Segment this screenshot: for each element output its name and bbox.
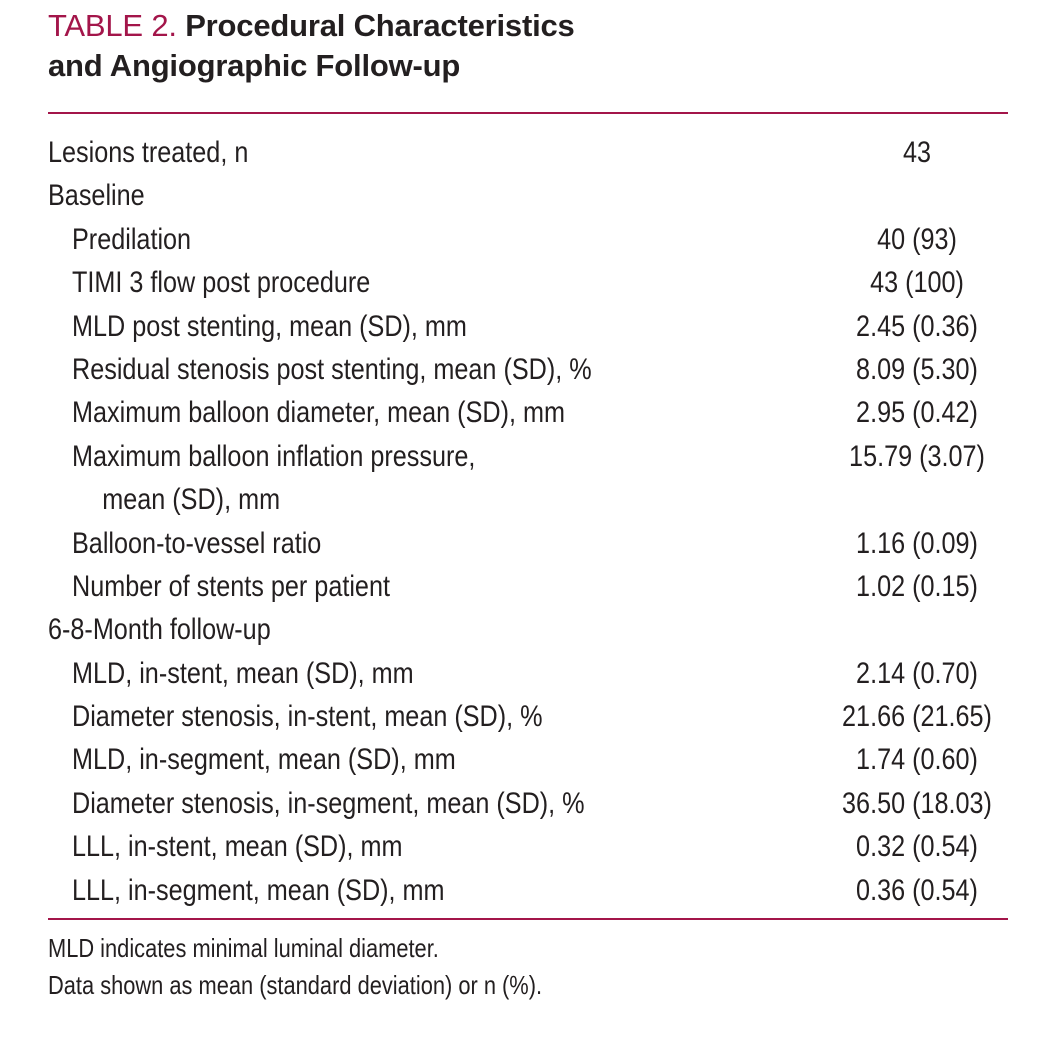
table-row <box>48 131 1008 174</box>
row-label: LLL, in-stent, mean (SD), mm <box>72 830 403 864</box>
row-value: 1.74 (0.60) <box>856 743 978 777</box>
table-title-line1: Procedural Characteristics <box>185 8 575 43</box>
row-value: 15.79 (3.07) <box>849 439 985 473</box>
table-row <box>48 695 1008 738</box>
row-value: 2.95 (0.42) <box>856 396 978 430</box>
row-label: Diameter stenosis, in-stent, mean (SD), % <box>72 700 543 734</box>
table-row <box>48 565 1008 608</box>
table-row <box>48 825 1008 868</box>
row-value: 40 (93) <box>877 222 957 256</box>
row-value: 8.09 (5.30) <box>856 352 978 386</box>
row-value: 43 (100) <box>870 266 964 300</box>
table-footnotes <box>48 930 542 1004</box>
table-title-line2: and Angiographic Follow-up <box>48 48 461 83</box>
table-row <box>48 391 1008 434</box>
table-row <box>48 435 1008 522</box>
bottom-rule <box>48 918 1008 920</box>
footnote: MLD indicates minimal luminal diameter. <box>48 933 439 963</box>
row-value: 2.45 (0.36) <box>856 309 978 343</box>
row-value: 36.50 (18.03) <box>842 786 992 820</box>
row-label: MLD, in-segment, mean (SD), mm <box>72 743 456 777</box>
row-value: 1.16 (0.09) <box>856 526 978 560</box>
table-row <box>48 261 1008 304</box>
row-value: 21.66 (21.65) <box>842 700 992 734</box>
row-label: Lesions treated, n <box>48 136 249 169</box>
data-table <box>48 131 1008 912</box>
row-label: TIMI 3 flow post procedure <box>72 266 371 300</box>
table-row <box>48 348 1008 391</box>
table-row <box>48 305 1008 348</box>
row-value: 0.36 (0.54) <box>856 873 978 907</box>
table-number: TABLE 2. <box>48 8 177 43</box>
row-label: 6-8-Month follow-up <box>48 613 271 647</box>
row-label: Baseline <box>48 179 145 213</box>
row-label: MLD post stenting, mean (SD), mm <box>72 309 467 343</box>
row-value: 2.14 (0.70) <box>856 656 978 690</box>
table-row <box>48 869 1008 912</box>
table-row <box>48 522 1008 565</box>
row-label: Maximum balloon diameter, mean (SD), mm <box>72 396 565 430</box>
row-label: Diameter stenosis, in-segment, mean (SD), % <box>72 786 585 820</box>
row-label: Number of stents per patient <box>72 569 390 603</box>
row-value: 43 <box>902 136 932 169</box>
row-label: Predilation <box>72 222 192 256</box>
row-label-line2: mean (SD), mm <box>102 483 281 517</box>
table-row <box>48 218 1008 261</box>
footnote: Data shown as mean (standard deviation) or n (%). <box>48 970 543 1000</box>
row-label: Balloon-to-vessel ratio <box>72 526 322 560</box>
row-label <box>72 435 475 522</box>
table-row <box>48 738 1008 781</box>
row-label: LLL, in-segment, mean (SD), mm <box>72 873 445 907</box>
top-rule <box>48 112 1008 114</box>
row-label-line1: Maximum balloon inflation pressure, <box>72 439 476 473</box>
section-heading-baseline <box>48 174 1008 217</box>
table-row <box>48 652 1008 695</box>
table-row <box>48 782 1008 825</box>
table-title <box>48 6 1008 86</box>
section-heading-follow-up <box>48 608 1008 651</box>
row-value: 0.32 (0.54) <box>856 830 978 864</box>
row-value: 1.02 (0.15) <box>856 569 978 603</box>
row-label: MLD, in-stent, mean (SD), mm <box>72 656 414 690</box>
row-label: Residual stenosis post stenting, mean (SD), % <box>72 352 592 386</box>
